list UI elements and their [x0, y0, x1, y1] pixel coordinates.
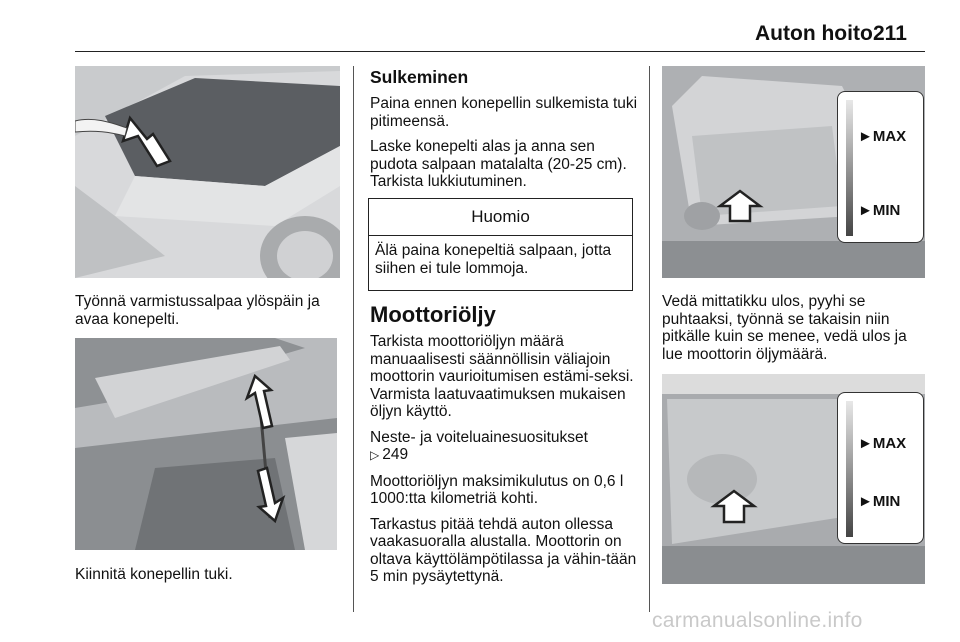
hood-latch-illustration [75, 66, 340, 278]
dipstick-panel [837, 91, 924, 243]
dipstick-min-marker-2: ►MIN [858, 493, 901, 510]
closing-paragraph-1: Paina ennen konepellin sulkemista tuki pitimeensä. [370, 95, 638, 130]
dipstick-min-label: MIN [872, 202, 901, 219]
caption-hood-support [75, 566, 345, 592]
watermark: carmanualsonline.info [652, 609, 863, 632]
caption-open-hood [75, 293, 345, 336]
engine-oil-paragraph-2 [370, 429, 644, 465]
closing-heading: Sulkeminen [370, 67, 469, 87]
caption-hood-support-text: Kiinnitä konepellin tuki. [75, 566, 233, 583]
dipstick-rod [846, 100, 853, 236]
hood-support-drawing [75, 338, 337, 550]
closing-body [370, 95, 642, 199]
reference-page-link[interactable]: 249 [382, 446, 409, 463]
page-number: 211 [873, 22, 907, 45]
column-divider-right [649, 66, 650, 612]
engine-oil-heading: Moottoriöljy [370, 302, 496, 327]
fluids-recommendation-text: Neste- ja voiteluainesuositukset [370, 428, 588, 446]
dipstick-max-label: MAX [872, 128, 907, 145]
reference-arrow-icon: ▷ [370, 448, 380, 462]
dipstick-min-marker: ►MIN [858, 202, 901, 219]
dipstick-max-marker: ►MAX [858, 128, 907, 145]
dipstick-instructions [662, 293, 927, 371]
note-title: Huomio [369, 199, 632, 236]
hood-support-illustration [75, 338, 337, 550]
dipstick-rod-2 [846, 401, 853, 537]
dipstick-max-marker-2: ►MAX [858, 435, 907, 452]
car-hood-drawing [75, 66, 340, 278]
dipstick-max-label-2: MAX [872, 435, 907, 452]
header-rule [75, 51, 925, 52]
note-box [368, 198, 633, 291]
dipstick-min-label-2: MIN [872, 493, 901, 510]
page-header-title: Auton hoito [755, 22, 873, 45]
engine-oil-paragraph-4: Tarkastus pitää tehdä auton ollessa vaakasuoralla alustalla. Moottorin on oltava käyttölämpötilassa ja vähin-tään 5 min pysäytettynä. [370, 515, 637, 585]
engine-bay-dipstick-illustration-1 [662, 66, 925, 278]
engine-oil-paragraph-1: Tarkista moottoriöljyn määrä manuaalisesti säännöllisin väliajoin moottorin vaurioitumisen estämi-seksi. Varmista laatuvaatimuksen mukaisen öljyn käyttö. [370, 333, 634, 420]
closing-paragraph-2: Laske konepelti alas ja anna sen pudota salpaan matalalta (20-25 cm). Tarkista lukkiutuminen. [370, 138, 627, 190]
engine-oil-body [370, 333, 644, 594]
dipstick-instructions-text: Vedä mittatikku ulos, pyyhi se puhtaaksi, työnnä se takaisin niin pitkälle kuin se menee, vedä ulos ja lue moottorin öljymäärä. [662, 293, 907, 363]
engine-bay-dipstick-illustration-2 [662, 374, 925, 584]
dipstick-panel-2 [837, 392, 924, 544]
column-divider-left [353, 66, 354, 612]
caption-open-hood-text: Työnnä varmistussalpaa ylöspäin ja avaa konepelti. [75, 293, 320, 328]
note-text: Älä paina konepeltiä salpaan, jotta siihen ei tule lommoja. [375, 242, 612, 277]
engine-oil-paragraph-3: Moottoriöljyn maksimikulutus on 0,6 l 1000:tta kilometriä kohti. [370, 472, 624, 507]
